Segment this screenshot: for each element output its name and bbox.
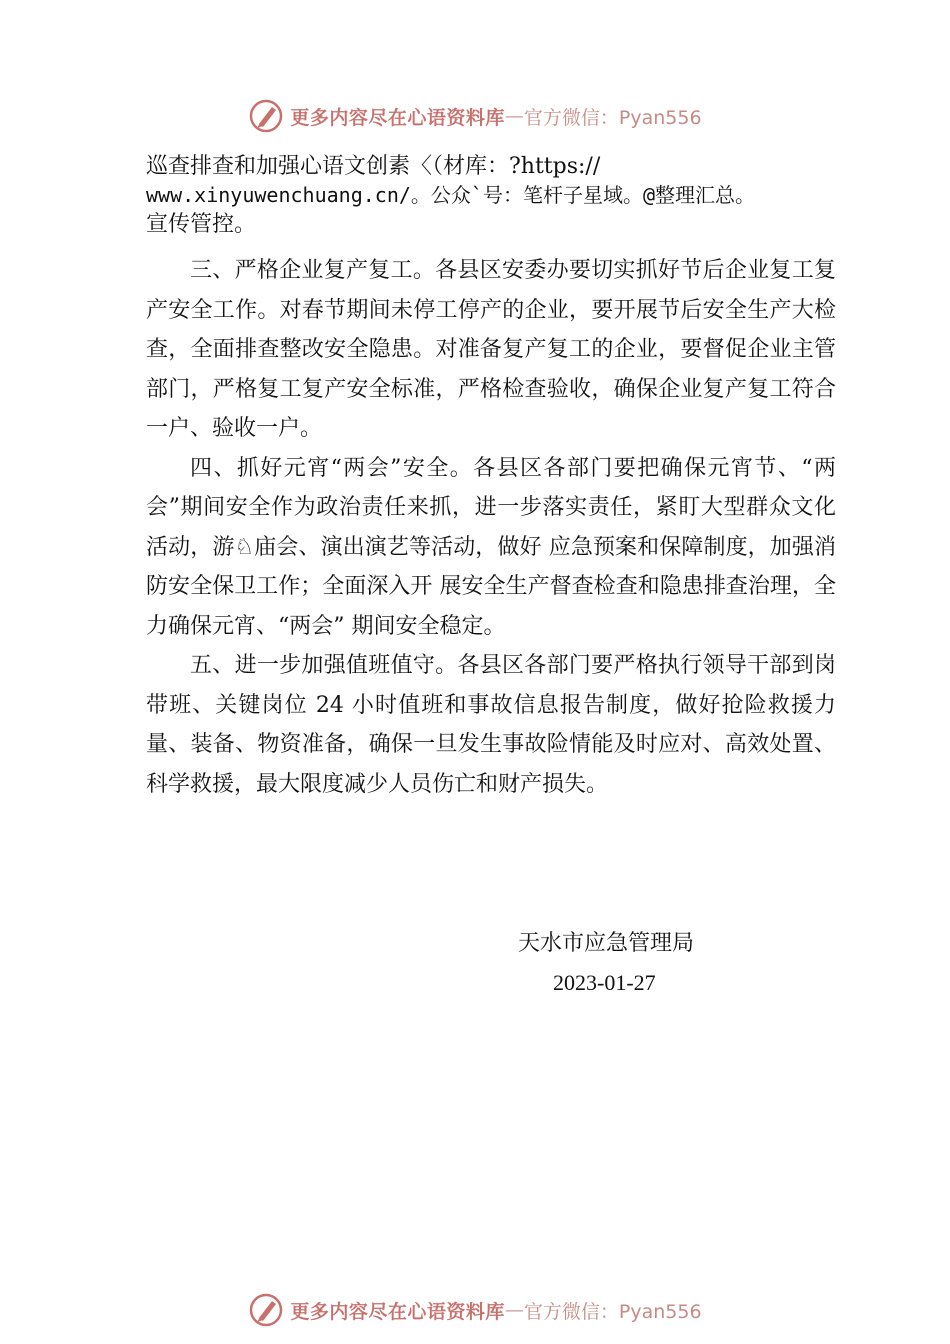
watermark-title: 更多内容尽在心语资料库 <box>290 1300 505 1323</box>
watermark-wechat: 官方微信：Pyan556 <box>523 1300 702 1323</box>
signature-date: 2023-01-27 <box>553 970 656 995</box>
paragraph-section-4: 四、抓好元宵“两会”安全。各县区各部门要把确保元宵节、“两会”期间安全作为政治责任来抓，进一步落实责任，紧盯大型群众文化活动，游♘庙会、演出演艺等活动，做好 应急预案和保障制度，加强消防安全保卫工作；全面深入开 展安全生产督查检查和隐患排查治理，全力确保元宵、“两会” 期间安全稳定。 <box>146 455 836 639</box>
watermark-title: 更多内容尽在心语资料库 <box>290 106 505 129</box>
pen-seal-icon <box>248 98 284 134</box>
paragraph-section-5: 五、进一步加强值班值守。各县区各部门要严格执行领导干部到岗带班、关键岗位 24 小时值班和事故信息报告制度，做好抢险救援力量、装备、物资准备，确保一旦发生事故险情能及时应对、高效处置、科学救援，最大限度减少人员伤亡和财产损失。 <box>146 653 836 797</box>
intro-block <box>146 152 836 239</box>
watermark-wechat: 官方微信：Pyan556 <box>523 106 702 129</box>
signature-organization: 天水市应急管理局 <box>518 931 695 956</box>
paragraph-section-3: 三、严格企业复产复工。各县区安委办要切实抓好节后企业复工复产安全工作。对春节期间未停工停产的企业，要开展节后安全生产大检查，全面排查整改安全隐患。对准备复产复工的企业，要督促企业主管部门，严格复工复产安全标准，严格检查验收，确保企业复产复工符合一户、验收一户。 <box>146 258 836 441</box>
pen-seal-icon <box>248 1292 284 1328</box>
watermark-header <box>0 96 950 136</box>
intro-line-3: 宣传管控。 <box>146 212 257 237</box>
watermark-separator: — <box>504 105 524 127</box>
watermark-separator: — <box>504 1299 524 1321</box>
intro-line-2: www.xinyuwenchuang.cn/。公众`号：笔杆子星域。@整理汇总。 <box>146 183 755 207</box>
document-body <box>146 152 836 804</box>
watermark-footer <box>0 1290 950 1330</box>
intro-line-1: 巡查排查和加强心语文创素〈（材库：?https:// <box>146 154 601 179</box>
